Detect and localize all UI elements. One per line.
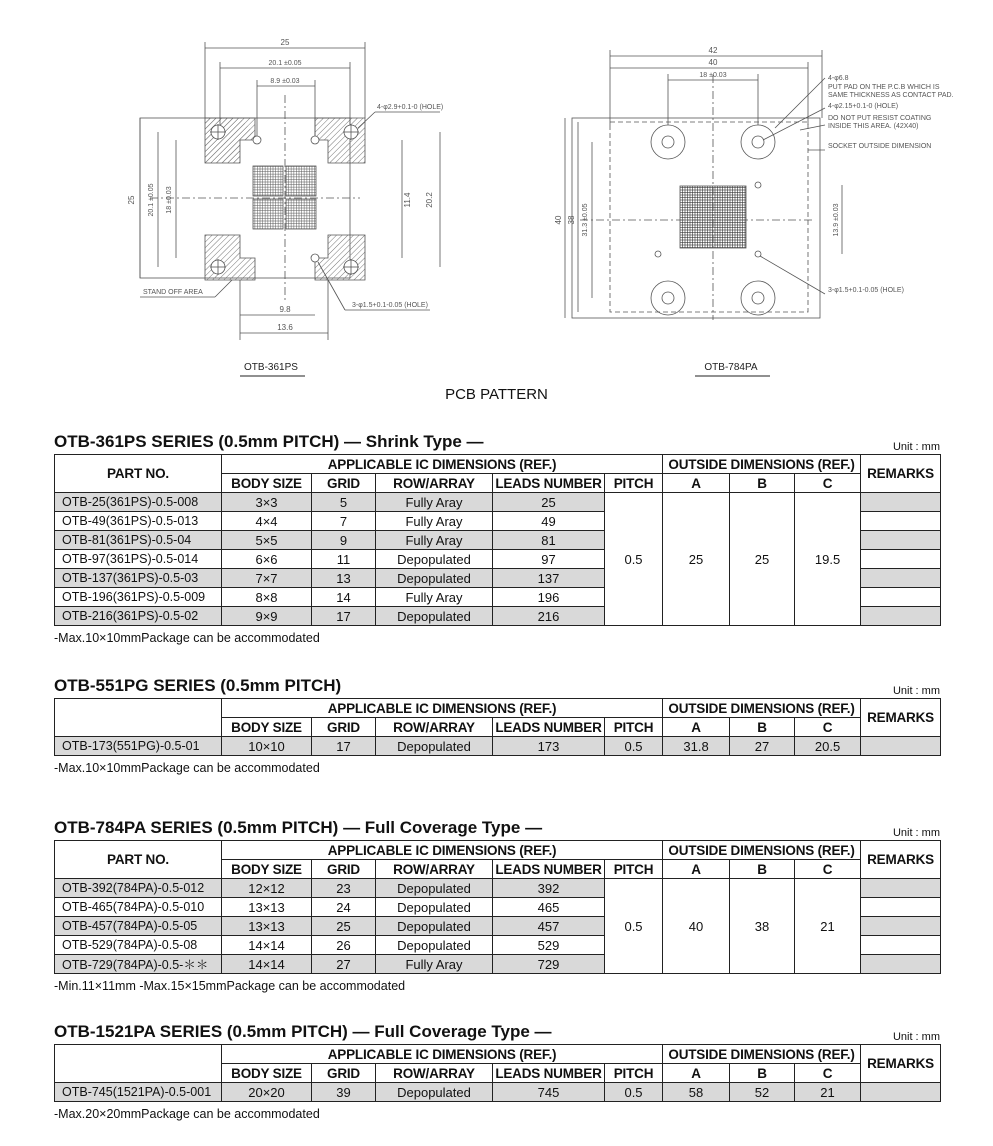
header-part-no: PART NO. bbox=[55, 841, 222, 879]
header-body-size: BODY SIZE bbox=[222, 1064, 312, 1083]
drawing-otb-784pa bbox=[565, 50, 842, 320]
part-number: OTB-745(1521PA)-0.5-001 bbox=[55, 1083, 222, 1102]
body-size: 12×12 bbox=[222, 879, 312, 898]
header-row bbox=[55, 455, 941, 474]
body-size: 14×14 bbox=[222, 936, 312, 955]
header-grid: GRID bbox=[312, 474, 376, 493]
header-b: B bbox=[730, 718, 795, 737]
row-array: Depopulated bbox=[376, 569, 493, 588]
series-note: -Min.11×11mm -Max.15×15mmPackage can be accommodated bbox=[54, 979, 406, 993]
body-size: 4×4 bbox=[222, 512, 312, 531]
series-table bbox=[54, 840, 941, 974]
grid-value: 25 bbox=[312, 917, 376, 936]
table-row bbox=[55, 1083, 941, 1102]
header-b: B bbox=[730, 860, 795, 879]
series-section bbox=[54, 676, 940, 783]
leads-number: 745 bbox=[493, 1083, 605, 1102]
series-title: OTB-361PS SERIES (0.5mm PITCH) ― Shrink Type ― bbox=[54, 432, 484, 451]
body-size: 3×3 bbox=[222, 493, 312, 512]
unit-label: Unit : mm bbox=[892, 1031, 940, 1043]
dim-b-value: 52 bbox=[730, 1083, 795, 1102]
body-size: 10×10 bbox=[222, 737, 312, 756]
unit-label: Unit : mm bbox=[892, 441, 940, 453]
unit-label: Unit : mm bbox=[892, 685, 940, 697]
series-note: -Max.20×20mmPackage can be accommodated bbox=[54, 1107, 320, 1121]
part-number: OTB-97(361PS)-0.5-014 bbox=[55, 550, 222, 569]
remarks-cell bbox=[861, 1083, 941, 1102]
dim-v40: 40 bbox=[554, 215, 563, 225]
dim-v20-1: 20.1 ±0.05 bbox=[148, 183, 155, 217]
remarks-cell bbox=[861, 737, 941, 756]
dim-13-6: 13.6 bbox=[277, 323, 293, 332]
grid-value: 7 bbox=[312, 512, 376, 531]
grid-value: 11 bbox=[312, 550, 376, 569]
note-2: PUT PAD ON THE P.C.B WHICH IS bbox=[828, 84, 940, 91]
row-array: Fully Aray bbox=[376, 512, 493, 531]
part-number: OTB-173(551PG)-0.5-01 bbox=[55, 737, 222, 756]
series-table bbox=[54, 1044, 941, 1102]
caption-otb-361ps: OTB-361PS bbox=[244, 362, 298, 373]
body-size: 8×8 bbox=[222, 588, 312, 607]
dim-c-value: 20.5 bbox=[795, 737, 861, 756]
row-array: Depopulated bbox=[376, 936, 493, 955]
header-grid: GRID bbox=[312, 718, 376, 737]
row-array: Depopulated bbox=[376, 550, 493, 569]
part-number: OTB-49(361PS)-0.5-013 bbox=[55, 512, 222, 531]
remarks-cell bbox=[861, 898, 941, 917]
leads-number: 457 bbox=[493, 917, 605, 936]
dim-v25: 25 bbox=[127, 195, 136, 205]
remarks-cell bbox=[861, 879, 941, 898]
part-number: OTB-196(361PS)-0.5-009 bbox=[55, 588, 222, 607]
body-size: 7×7 bbox=[222, 569, 312, 588]
note-6: INSIDE THIS AREA. (42X40) bbox=[828, 123, 919, 130]
table-row bbox=[55, 879, 941, 898]
dim-v11-4: 11.4 bbox=[403, 192, 412, 208]
remarks-cell bbox=[861, 569, 941, 588]
header-outside: OUTSIDE DIMENSIONS (REF.) bbox=[663, 841, 861, 860]
dim-20-1: 20.1 ±0.05 bbox=[268, 60, 302, 67]
leads-number: 49 bbox=[493, 512, 605, 531]
header-pitch: PITCH bbox=[605, 474, 663, 493]
leads-number: 173 bbox=[493, 737, 605, 756]
dim-25: 25 bbox=[280, 38, 290, 47]
header-body-size: BODY SIZE bbox=[222, 474, 312, 493]
header-outside: OUTSIDE DIMENSIONS (REF.) bbox=[663, 1045, 861, 1064]
row-array: Depopulated bbox=[376, 898, 493, 917]
remarks-cell bbox=[861, 955, 941, 974]
pitch-value: 0.5 bbox=[605, 737, 663, 756]
series-section bbox=[54, 818, 940, 1001]
pcb-pattern-title: PCB PATTERN bbox=[445, 386, 548, 403]
header-outside: OUTSIDE DIMENSIONS (REF.) bbox=[663, 455, 861, 474]
header-a: A bbox=[663, 860, 730, 879]
grid-value: 14 bbox=[312, 588, 376, 607]
dim-b-value: 27 bbox=[730, 737, 795, 756]
note-1: 4-φ6.8 bbox=[828, 75, 849, 82]
grid-value: 23 bbox=[312, 879, 376, 898]
part-number: OTB-465(784PA)-0.5-010 bbox=[55, 898, 222, 917]
dim-8-9: 8.9 ±0.03 bbox=[270, 78, 300, 85]
header-b: B bbox=[730, 1064, 795, 1083]
row-array: Depopulated bbox=[376, 1083, 493, 1102]
grid-value: 5 bbox=[312, 493, 376, 512]
dim-9-8: 9.8 bbox=[279, 305, 291, 314]
pitch-value: 0.5 bbox=[605, 879, 663, 974]
leads-number: 97 bbox=[493, 550, 605, 569]
series-title: OTB-784PA SERIES (0.5mm PITCH) ― Full Coverage Type ― bbox=[54, 818, 543, 837]
body-size: 13×13 bbox=[222, 898, 312, 917]
row-array: Depopulated bbox=[376, 737, 493, 756]
dim-v38: 38 bbox=[567, 215, 576, 225]
pitch-value: 0.5 bbox=[605, 493, 663, 626]
body-size: 13×13 bbox=[222, 917, 312, 936]
unit-label: Unit : mm bbox=[892, 827, 940, 839]
body-size: 5×5 bbox=[222, 531, 312, 550]
note-5: DO NOT PUT RESIST COATING bbox=[828, 115, 932, 122]
header-pitch: PITCH bbox=[605, 860, 663, 879]
dim-42: 42 bbox=[708, 46, 718, 55]
leads-number: 196 bbox=[493, 588, 605, 607]
dim-v13-9: 13.9 ±0.03 bbox=[833, 203, 840, 237]
header-a: A bbox=[663, 718, 730, 737]
header-body-size: BODY SIZE bbox=[222, 718, 312, 737]
grid-value: 9 bbox=[312, 531, 376, 550]
remarks-cell bbox=[861, 531, 941, 550]
part-number: OTB-392(784PA)-0.5-012 bbox=[55, 879, 222, 898]
leads-number: 25 bbox=[493, 493, 605, 512]
header-remarks: REMARKS bbox=[861, 455, 941, 493]
header-part-no bbox=[55, 1045, 222, 1083]
body-size: 9×9 bbox=[222, 607, 312, 626]
leads-number: 392 bbox=[493, 879, 605, 898]
row-array: Fully Aray bbox=[376, 955, 493, 974]
table-row bbox=[55, 737, 941, 756]
leads-number: 729 bbox=[493, 955, 605, 974]
dim-v20-2: 20.2 bbox=[425, 192, 434, 208]
grid-value: 27 bbox=[312, 955, 376, 974]
row-array: Depopulated bbox=[376, 879, 493, 898]
series-table bbox=[54, 698, 941, 756]
header-grid: GRID bbox=[312, 860, 376, 879]
table-row bbox=[55, 493, 941, 512]
part-number: OTB-729(784PA)-0.5-＊＊ bbox=[55, 955, 222, 974]
header-row-array: ROW/ARRAY bbox=[376, 474, 493, 493]
header-row bbox=[55, 699, 941, 718]
pitch-value: 0.5 bbox=[605, 1083, 663, 1102]
header-row-array: ROW/ARRAY bbox=[376, 718, 493, 737]
note-3: SAME THICKNESS AS CONTACT PAD. bbox=[828, 92, 954, 99]
header-pitch: PITCH bbox=[605, 718, 663, 737]
header-remarks: REMARKS bbox=[861, 699, 941, 737]
dim-b-value: 38 bbox=[730, 879, 795, 974]
grid-value: 17 bbox=[312, 607, 376, 626]
header-body-size: BODY SIZE bbox=[222, 860, 312, 879]
part-number: OTB-216(361PS)-0.5-02 bbox=[55, 607, 222, 626]
series-title: OTB-1521PA SERIES (0.5mm PITCH) ― Full Coverage Type ― bbox=[54, 1022, 552, 1041]
header-a: A bbox=[663, 474, 730, 493]
header-grid: GRID bbox=[312, 1064, 376, 1083]
grid-value: 24 bbox=[312, 898, 376, 917]
header-applicable: APPLICABLE IC DIMENSIONS (REF.) bbox=[222, 455, 663, 474]
series-section bbox=[54, 1022, 940, 1129]
row-array: Fully Aray bbox=[376, 531, 493, 550]
dim-a-value: 25 bbox=[663, 493, 730, 626]
header-row-array: ROW/ARRAY bbox=[376, 860, 493, 879]
leads-number: 529 bbox=[493, 936, 605, 955]
dim-a-value: 31.8 bbox=[663, 737, 730, 756]
caption-otb-784pa: OTB-784PA bbox=[704, 362, 758, 373]
remarks-cell bbox=[861, 936, 941, 955]
header-applicable: APPLICABLE IC DIMENSIONS (REF.) bbox=[222, 841, 663, 860]
leads-number: 81 bbox=[493, 531, 605, 550]
header-b: B bbox=[730, 474, 795, 493]
grid-value: 17 bbox=[312, 737, 376, 756]
part-number: OTB-25(361PS)-0.5-008 bbox=[55, 493, 222, 512]
remarks-cell bbox=[861, 550, 941, 569]
header-c: C bbox=[795, 860, 861, 879]
header-part-no: PART NO. bbox=[55, 455, 222, 493]
leads-number: 216 bbox=[493, 607, 605, 626]
body-size: 14×14 bbox=[222, 955, 312, 974]
dim-c-value: 21 bbox=[795, 1083, 861, 1102]
header-part-no bbox=[55, 699, 222, 737]
row-array: Depopulated bbox=[376, 917, 493, 936]
part-number: OTB-529(784PA)-0.5-08 bbox=[55, 936, 222, 955]
header-outside: OUTSIDE DIMENSIONS (REF.) bbox=[663, 699, 861, 718]
series-title: OTB-551PG SERIES (0.5mm PITCH) bbox=[54, 676, 342, 695]
row-array: Fully Aray bbox=[376, 588, 493, 607]
dim-40: 40 bbox=[708, 58, 718, 67]
pcb-drawings bbox=[0, 0, 993, 390]
remarks-cell bbox=[861, 512, 941, 531]
header-leads-number: LEADS NUMBER bbox=[493, 474, 605, 493]
header-row bbox=[55, 1045, 941, 1064]
header-remarks: REMARKS bbox=[861, 1045, 941, 1083]
remarks-cell bbox=[861, 493, 941, 512]
remarks-cell bbox=[861, 588, 941, 607]
header-c: C bbox=[795, 1064, 861, 1083]
series-table bbox=[54, 454, 941, 626]
header-c: C bbox=[795, 474, 861, 493]
dim-v18: 18 ±0.03 bbox=[166, 186, 173, 214]
header-row-array: ROW/ARRAY bbox=[376, 1064, 493, 1083]
dim-a-value: 40 bbox=[663, 879, 730, 974]
dim-v31-3: 31.3 ±0.05 bbox=[582, 203, 589, 237]
dim-a-value: 58 bbox=[663, 1083, 730, 1102]
header-leads-number: LEADS NUMBER bbox=[493, 860, 605, 879]
series-note: -Max.10×10mmPackage can be accommodated bbox=[54, 761, 320, 775]
header-applicable: APPLICABLE IC DIMENSIONS (REF.) bbox=[222, 699, 663, 718]
header-a: A bbox=[663, 1064, 730, 1083]
note-hole4: 4-φ2.9+0.1-0 (HOLE) bbox=[377, 104, 444, 111]
leads-number: 137 bbox=[493, 569, 605, 588]
leads-number: 465 bbox=[493, 898, 605, 917]
series-section bbox=[54, 432, 940, 653]
body-size: 6×6 bbox=[222, 550, 312, 569]
dim-18: 18 ±0.03 bbox=[699, 72, 727, 79]
row-array: Depopulated bbox=[376, 607, 493, 626]
part-number: OTB-137(361PS)-0.5-03 bbox=[55, 569, 222, 588]
remarks-cell bbox=[861, 607, 941, 626]
note-standoff: STAND OFF AREA bbox=[143, 289, 203, 296]
dim-b-value: 25 bbox=[730, 493, 795, 626]
grid-value: 26 bbox=[312, 936, 376, 955]
header-remarks: REMARKS bbox=[861, 841, 941, 879]
note-hole3: 3-φ1.5+0.1-0.05 (HOLE) bbox=[352, 302, 428, 309]
note-7: SOCKET OUTSIDE DIMENSION bbox=[828, 143, 932, 150]
grid-value: 39 bbox=[312, 1083, 376, 1102]
header-leads-number: LEADS NUMBER bbox=[493, 718, 605, 737]
body-size: 20×20 bbox=[222, 1083, 312, 1102]
header-row bbox=[55, 841, 941, 860]
dim-c-value: 19.5 bbox=[795, 493, 861, 626]
series-note: -Max.10×10mmPackage can be accommodated bbox=[54, 631, 320, 645]
part-number: OTB-81(361PS)-0.5-04 bbox=[55, 531, 222, 550]
remarks-cell bbox=[861, 917, 941, 936]
note-8: 3-φ1.5+0.1-0.05 (HOLE) bbox=[828, 287, 904, 294]
header-pitch: PITCH bbox=[605, 1064, 663, 1083]
header-c: C bbox=[795, 718, 861, 737]
dim-c-value: 21 bbox=[795, 879, 861, 974]
header-leads-number: LEADS NUMBER bbox=[493, 1064, 605, 1083]
grid-value: 13 bbox=[312, 569, 376, 588]
part-number: OTB-457(784PA)-0.5-05 bbox=[55, 917, 222, 936]
header-applicable: APPLICABLE IC DIMENSIONS (REF.) bbox=[222, 1045, 663, 1064]
row-array: Fully Aray bbox=[376, 493, 493, 512]
note-4: 4-φ2.15+0.1-0 (HOLE) bbox=[828, 103, 899, 110]
